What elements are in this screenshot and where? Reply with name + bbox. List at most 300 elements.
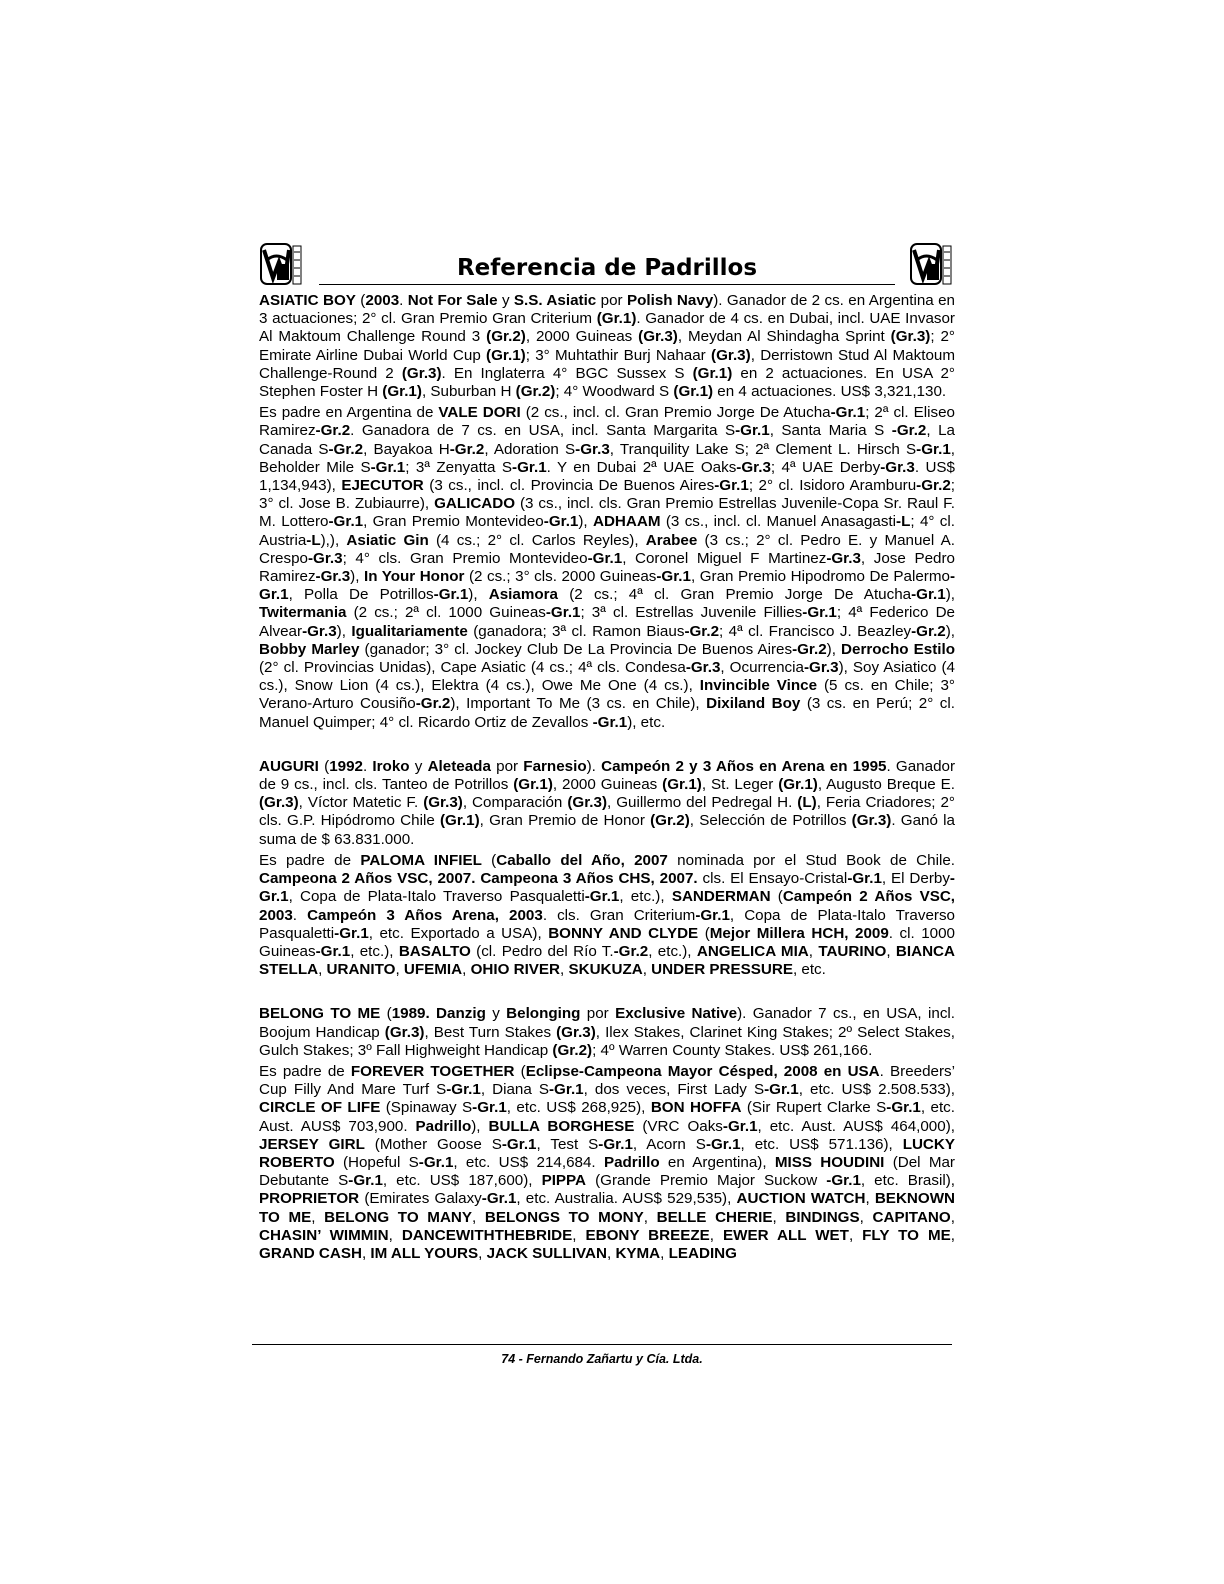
text-run: ),	[578, 513, 593, 531]
bold-text-run: Derrocho Estilo	[841, 640, 955, 658]
bold-text-run: (Gr.1)	[382, 383, 422, 401]
bold-text-run: BELLE CHERIE	[656, 1208, 773, 1226]
text-run: (Grande Premio Major Suckow	[586, 1172, 827, 1190]
bold-text-run: ASIATIC BOY	[259, 292, 356, 309]
bold-text-run: ANGELICA MIA	[696, 942, 809, 960]
text-run: ,	[560, 961, 569, 979]
bold-text-run: (Gr.3)	[556, 1023, 596, 1041]
text-run: , Jose Pedro Ramirez	[259, 549, 955, 586]
stallion-references	[259, 292, 955, 1263]
text-run: , Selección de Potrillos	[689, 812, 852, 830]
bold-text-run: -Gr.2	[613, 942, 649, 960]
bold-text-run: -Gr.2	[916, 477, 951, 495]
bold-text-run: -Gr.1	[584, 888, 620, 906]
bold-text-run: -Gr.1	[334, 924, 369, 942]
text-run: ; 3° cl. Jose B. Zubiaurre),	[259, 477, 956, 513]
text-run: ,	[808, 942, 819, 960]
text-run: , etc. US$ 187,600),	[382, 1172, 542, 1190]
text-run: , etc.),	[619, 888, 672, 906]
text-run: ; 4ª cl. Francisco J. Beazley	[719, 622, 912, 640]
text-run: . Ganador de 9 cs., incl. cls. Tanteo de Potrillos	[259, 757, 956, 794]
bold-text-run: Bobby Marley	[259, 640, 360, 658]
text-run: , etc.),	[350, 942, 399, 960]
bold-text-run: TAURINO	[818, 942, 887, 960]
text-run: . cl. 1000 Guineas	[259, 924, 955, 960]
bold-text-run: Campeón 2 Años VSC, 2003	[259, 888, 956, 924]
text-run: , La Canada S	[259, 422, 955, 458]
bold-text-run: GRAND CASH	[259, 1244, 362, 1262]
bold-text-run: SANDERMAN	[671, 888, 771, 906]
text-run: , etc. US$ 214,684.	[453, 1153, 604, 1171]
bold-text-run: (Gr.3)	[423, 794, 463, 812]
bold-text-run: -Gr.1	[259, 870, 955, 906]
text-run: y	[485, 1005, 507, 1023]
bold-text-run: -Gr.3	[803, 659, 839, 677]
bold-text-run: -Gr.1	[446, 1081, 481, 1099]
text-run: ; 4° Woodward S	[555, 383, 674, 401]
bold-text-run: -Gr.1	[764, 1081, 799, 1099]
bold-text-run: -L	[896, 513, 911, 531]
bold-text-run: Campeón 3 Años Arena, 2003	[307, 906, 543, 924]
text-run: , etc.),	[648, 942, 697, 960]
bold-text-run: Not For Sale	[407, 292, 498, 309]
bold-text-run: -Gr.3	[575, 440, 610, 458]
bold-text-run: BELONGS TO MONY	[484, 1208, 644, 1226]
bold-text-run: (Gr.2)	[486, 328, 526, 346]
bold-text-run: (Gr.1)	[662, 776, 702, 794]
text-run: ),	[471, 1117, 489, 1135]
text-run: (Spinaway S	[380, 1099, 473, 1117]
bold-text-run: GALICADO	[434, 495, 516, 513]
text-run: , Ocurrencia	[720, 659, 804, 677]
text-run: (2 cs., incl. cl. Gran Premio Jorge De Atucha	[520, 404, 831, 422]
text-run: ), etc.	[627, 713, 666, 731]
bold-text-run: -Gr.3	[315, 568, 351, 586]
bold-text-run: (Gr.3)	[384, 1023, 425, 1041]
text-run: , Acorn S	[632, 1135, 706, 1153]
bold-text-run: Igualitariamente	[351, 622, 468, 640]
bold-text-run: -Gr.1	[714, 477, 749, 495]
text-run: (cl. Pedro del Río T.	[470, 942, 614, 960]
text-run: ; 4° cl. Austria	[259, 513, 955, 549]
bold-text-run: (Gr.3)	[638, 328, 678, 346]
bold-text-run: Farnesio	[523, 757, 587, 775]
bold-text-run: -Gr.1	[501, 1135, 537, 1153]
bold-text-run: Asiamora	[488, 586, 558, 604]
text-run: (ganador; 3° cl. Jockey Club De La Provincia De Buenos Aires	[359, 640, 793, 658]
bold-text-run: S.S. Asiatic	[513, 292, 597, 309]
bold-text-run: BULLA BORGHESE	[488, 1117, 635, 1135]
text-run: ,	[950, 1226, 955, 1244]
text-run: ,	[950, 1208, 955, 1226]
bold-text-run: -Gr.1	[370, 458, 406, 476]
text-run: (3 cs., incl. cl. Manuel Anasagasti	[660, 513, 897, 531]
text-run: ,	[606, 1244, 616, 1262]
progeny-paragraph	[259, 1063, 955, 1263]
bold-text-run: -Gr.1	[705, 1135, 741, 1153]
text-run: Es padre de	[259, 1062, 351, 1080]
bold-text-run: Mejor Millera HCH, 2009	[709, 924, 889, 942]
bold-text-run: (Gr.3)	[567, 794, 608, 812]
text-run: (4 cs.; 2° cl. Carlos Reyles),	[428, 531, 646, 549]
text-run: (	[770, 888, 783, 906]
bold-text-run: (Gr.3)	[851, 812, 892, 830]
text-run: , Suburban H	[421, 383, 516, 401]
bold-text-run: -Gr.1	[512, 458, 547, 476]
bold-text-run: BON HOFFA	[650, 1099, 742, 1117]
text-run: . Breeders’ Cup Filly And Mare Turf S	[259, 1062, 956, 1099]
bold-text-run: (Gr.1)	[596, 310, 637, 328]
text-run: ; 2° Emirate Airline Dubai World Cup	[259, 328, 956, 364]
bold-text-run: Caballo del Año, 2007	[496, 851, 668, 869]
bold-text-run: Asiatic Gin	[346, 531, 429, 549]
text-run: , Feria Criadores; 2° cls. G.P. Hipódromo Chile	[259, 794, 955, 830]
page-title: Referencia de Padrillos	[319, 254, 895, 285]
text-run: , Santa Maria S	[769, 422, 892, 440]
text-run: , dos veces, First Lady S	[583, 1081, 765, 1099]
text-run: ; 3ª Zenyatta S	[405, 458, 513, 476]
text-run: , Gran Premio de Honor	[479, 812, 651, 830]
text-run: ,	[859, 1208, 873, 1226]
bold-text-run: -Gr.1	[916, 440, 951, 458]
page	[259, 242, 955, 1266]
text-run: (ganadora; 3ª cl. Ramon Biaus	[467, 622, 685, 640]
text-run: , Tranquility Lake S; 2ª Clement L. Hirsch S	[609, 440, 917, 458]
text-run: , Meydan Al Shindagha Sprint	[677, 328, 891, 346]
text-run: ,	[642, 961, 652, 979]
stallion-entry	[259, 292, 955, 732]
text-run: (2 cs.; 3° cls. 2000 Guineas	[464, 568, 657, 586]
text-run: (Sir Rupert Clarke S	[741, 1099, 887, 1117]
bold-text-run: -Gr.1	[549, 1081, 584, 1099]
stallion-record-paragraph	[259, 292, 955, 401]
bold-text-run: -Gr.2	[891, 422, 927, 440]
bold-text-run: KYMA	[615, 1244, 661, 1262]
text-run: . Y en Dubai 2ª UAE Oaks	[546, 458, 737, 476]
text-run: ; 4ª Federico De Alvear	[259, 604, 955, 640]
bold-text-run: (Gr.3)	[401, 364, 442, 382]
stallion-record-paragraph	[259, 758, 955, 849]
text-run: , Gran Premio Hipodromo De Palermo	[690, 568, 950, 586]
text-run: en 4 actuaciones. US$ 3,321,130.	[713, 383, 947, 401]
text-run: ,	[709, 1226, 723, 1244]
text-run: (	[514, 1062, 526, 1080]
page-footer: 74 - Fernando Zañartu y Cía. Ltda.	[252, 1344, 952, 1366]
text-run: ), Important To Me (3 cs. en Chile),	[450, 695, 707, 713]
bold-text-run: EBONY BREEZE	[585, 1226, 710, 1244]
text-run: ),	[945, 622, 956, 640]
bold-text-run: Aleteada	[427, 757, 491, 775]
text-run: ),	[826, 640, 842, 658]
bold-text-run: IM ALL YOURS	[370, 1244, 479, 1262]
progeny-paragraph	[259, 404, 955, 732]
text-run: ,	[886, 942, 896, 960]
bold-text-run: (Gr.3)	[259, 794, 299, 812]
text-run: ; 2° cl. Isidoro Aramburu	[748, 477, 917, 495]
bold-text-run: -Gr.1	[592, 713, 628, 731]
text-run: ),	[350, 568, 364, 586]
text-run: ; 2ª cl. Eliseo Ramirez	[259, 404, 955, 440]
bold-text-run: (L)	[797, 794, 817, 812]
text-run: , Ilex Stakes, Clarinet King Stakes; 2º Select Stakes, Gulch Stakes; 3º Fall Highweight Handicap	[259, 1023, 955, 1059]
bold-text-run: (Gr.2)	[552, 1041, 593, 1059]
bold-text-run: (Gr.1)	[778, 776, 818, 794]
bold-text-run: (Gr.1)	[439, 812, 480, 830]
bold-text-run: -Gr.1	[911, 586, 946, 604]
text-run: , 2000 Guineas	[552, 776, 663, 794]
text-run: ). Ganador 7 cs., en USA, incl. Boojum Handicap	[259, 1005, 956, 1041]
bold-text-run: Padrillo	[415, 1117, 472, 1135]
bold-text-run: CIRCLE OF LIFE	[259, 1099, 381, 1117]
text-run: ; 3° Muhtathir Burj Nahaar	[525, 346, 712, 364]
text-run: , El Derby	[881, 870, 950, 888]
bold-text-run: CHASIN’ WIMMIN	[259, 1226, 389, 1244]
text-run: por	[490, 757, 524, 775]
text-run: y	[409, 757, 428, 775]
text-run: , Guillermo del Pedregal H.	[607, 794, 798, 812]
bold-text-run: (Gr.1)	[692, 364, 733, 382]
bold-text-run: DANCEWITHTHEBRIDE	[401, 1226, 573, 1244]
bold-text-run: -Gr.1	[830, 404, 866, 422]
bold-text-run: 1992	[329, 757, 363, 775]
bold-text-run: -Gr.2	[415, 695, 451, 713]
text-run: .	[292, 906, 308, 924]
text-run: (2° cl. Provincias Unidas), Cape Asiatic (4 cs.; 4ª cls. Condesa	[259, 659, 686, 677]
bold-text-run: -Gr.1	[433, 586, 469, 604]
stallion-entry	[259, 1005, 955, 1263]
bold-text-run: -Gr.1	[587, 549, 623, 567]
text-run: (	[698, 924, 710, 942]
text-run: , etc. Aust. AUS$ 464,000),	[757, 1117, 955, 1135]
text-run: , etc. US$ 2.508.533),	[798, 1081, 955, 1099]
bold-text-run: AUCTION WATCH	[736, 1190, 866, 1208]
bold-text-run: -Gr.1	[847, 870, 882, 888]
bold-text-run: BELONG TO ME	[259, 1005, 381, 1023]
text-run: ,	[318, 961, 327, 979]
bold-text-run: -Gr.1	[543, 513, 579, 531]
text-run: . Ganadora de 7 cs. en USA, incl. Santa Margarita S	[350, 422, 736, 440]
text-run: , Copa de Plata-Italo Traverso Pasqualetti	[259, 906, 955, 942]
text-run: , Copa de Plata-Italo Traverso Pasqualetti	[288, 888, 585, 906]
bold-text-run: -Gr.2	[449, 440, 485, 458]
bold-text-run: CAPITANO	[872, 1208, 951, 1226]
bold-text-run: -Gr.1	[826, 1172, 861, 1190]
bold-text-run: 1989. Danzig	[391, 1005, 486, 1023]
text-run: ; 4° cls. Gran Premio Montevideo	[342, 549, 588, 567]
text-run: cls. El Ensayo-Cristal	[697, 870, 848, 888]
text-run: (3 cs., incl. cl. Provincia De Buenos Aires	[423, 477, 715, 495]
text-run: ,	[395, 961, 404, 979]
bold-text-run: In Your Honor	[363, 568, 465, 586]
bold-text-run: -Gr.1	[802, 604, 837, 622]
text-run: , St. Leger	[701, 776, 779, 794]
bold-text-run: -Gr.2	[684, 622, 720, 640]
text-run: en 2 actuaciones. En USA 2° Stephen Foster H	[259, 364, 956, 401]
bold-text-run: -Gr.2	[328, 440, 364, 458]
text-run: Es padre en Argentina de	[259, 404, 439, 422]
text-run: ), Soy Asiatico (4 cs.), Snow Lion (4 cs.), Elektra (4 cs.), Owe Me One (4 cs.),	[259, 659, 956, 695]
text-run: ; 3ª cl. Estrellas Juvenile Fillies	[580, 604, 803, 622]
bold-text-run: Exclusive Native	[615, 1005, 738, 1023]
bold-text-run: ADHAAM	[593, 513, 661, 531]
bold-text-run: FLY TO ME	[862, 1226, 951, 1244]
bold-text-run: BONNY AND CLYDE	[548, 924, 699, 942]
stallion-record-paragraph	[259, 1005, 955, 1060]
bold-text-run: (Gr.2)	[650, 812, 690, 830]
text-run: , Víctor Matetic F.	[298, 794, 424, 812]
bold-text-run: Dixiland Boy	[706, 695, 801, 713]
bold-text-run: -Gr.1	[598, 1135, 633, 1153]
text-run: ,	[388, 1226, 402, 1244]
text-run: , etc. Australia. AUS$ 529,535),	[516, 1190, 737, 1208]
text-run: , Augusto Breque E.	[817, 776, 956, 794]
text-run: ; 4ª UAE Derby	[770, 458, 881, 476]
text-run: ,	[660, 1244, 669, 1262]
progeny-paragraph	[259, 852, 955, 979]
text-run: . Ganó la suma de $ 63.831.000.	[259, 812, 955, 848]
text-run: (	[355, 292, 366, 309]
text-run: ).	[586, 757, 602, 775]
bold-text-run: BASALTO	[398, 942, 471, 960]
bold-text-run: Padrillo	[603, 1153, 660, 1171]
text-run: (	[380, 1005, 392, 1023]
monogram-logo-icon	[909, 242, 955, 288]
bold-text-run: EJECUTOR	[341, 477, 424, 495]
bold-text-run: Eclipse-Campeona Mayor Césped, 2008 en USA	[525, 1062, 880, 1080]
bold-text-run: -Gr.3	[826, 549, 861, 567]
text-run: , Best Turn Stakes	[424, 1023, 557, 1041]
bold-text-run: BELONG TO MANY	[324, 1208, 473, 1226]
bold-text-run: -Gr.1	[656, 568, 691, 586]
bold-text-run: LUCKY ROBERTO	[259, 1135, 955, 1171]
text-run: .	[362, 757, 373, 775]
stallion-entry	[259, 758, 955, 979]
text-run: ,	[472, 1208, 485, 1226]
text-run: . cls. Gran Criterium	[542, 906, 696, 924]
text-run: ,	[772, 1208, 786, 1226]
bold-text-run: (Gr.2)	[515, 383, 556, 401]
text-run: , etc. Brasil),	[860, 1172, 955, 1190]
bold-text-run: UNDER PRESSURE	[651, 961, 793, 979]
text-run: ,	[478, 1244, 487, 1262]
text-run: , Beholder Mile S	[259, 440, 955, 476]
bold-text-run: (Gr.3)	[890, 328, 931, 346]
text-run: por	[580, 1005, 616, 1023]
text-run: (Mother Goose S	[364, 1135, 502, 1153]
text-run: (2 cs.; 2ª cl. 1000 Guineas	[346, 604, 546, 622]
text-run: ,	[643, 1208, 657, 1226]
bold-text-run: -Gr.1	[735, 422, 770, 440]
bold-text-run: -Gr.1	[259, 568, 955, 604]
bold-text-run: -Gr.1	[695, 906, 730, 924]
text-run: , etc.	[792, 961, 826, 979]
bold-text-run: -Gr.1	[315, 942, 351, 960]
text-run: , Gran Premio Montevideo	[363, 513, 544, 531]
bold-text-run: -Gr.1	[472, 1099, 507, 1117]
bold-text-run: Polish Navy	[626, 292, 714, 309]
bold-text-run: -Gr.3	[736, 458, 771, 476]
bold-text-run: BEKNOWN TO ME	[259, 1190, 955, 1226]
text-run: . En Inglaterra 4° BGC Sussex S	[441, 364, 693, 382]
text-run: , etc. Aust. AUS$ 703,900.	[259, 1099, 955, 1135]
bold-text-run: Invincible Vince	[699, 677, 818, 695]
bold-text-run: Iroko	[372, 757, 410, 775]
bold-text-run: -Gr.1	[348, 1172, 383, 1190]
bold-text-run: Belonging	[506, 1005, 581, 1023]
text-run: .	[399, 292, 408, 309]
text-run: , Adoration S	[484, 440, 576, 458]
text-run: , Comparación	[462, 794, 568, 812]
text-run: , Polla De Potrillos	[288, 586, 434, 604]
text-run: (VRC Oaks	[634, 1117, 723, 1135]
text-run: nominada por el Stud Book de Chile.	[667, 851, 956, 869]
text-run: y	[497, 292, 514, 309]
text-run: (3 cs.; 2° cl. Pedro E. y Manuel A. Crespo	[259, 531, 955, 567]
text-run: en Argentina),	[659, 1153, 775, 1171]
bold-text-run: -Gr.1	[328, 513, 364, 531]
text-run: , Bayakoa H	[363, 440, 450, 458]
bold-text-run: -Gr.1	[418, 1153, 454, 1171]
text-run: ,	[462, 961, 471, 979]
text-run: ,	[361, 1244, 371, 1262]
text-run: ). Ganador de 2 cs. en Argentina en 3 actuaciones; 2° cl. Gran Premio Gran Criterium	[259, 292, 955, 328]
text-run: por	[596, 292, 627, 309]
bold-text-run: (Gr.1)	[673, 383, 714, 401]
bold-text-run: PIPPA	[541, 1172, 587, 1190]
text-run: ,	[865, 1190, 875, 1208]
text-run: ),	[945, 586, 955, 604]
text-run: (Del Mar Debutante S	[259, 1153, 955, 1190]
bold-text-run: 2003	[365, 292, 400, 309]
text-run: (3 cs., incl. cls. Gran Premio Estrellas Juvenile-Copa Sr. Raul F. M. Lottero	[259, 495, 955, 531]
bold-text-run: EWER ALL WET	[723, 1226, 849, 1244]
bold-text-run: Campeona 2 Años VSC, 2007. Campeona 3 Años CHS, 2007.	[259, 870, 698, 888]
bold-text-run: JERSEY GIRL	[259, 1135, 365, 1153]
text-run: . Ganador de 4 cs. en Dubai, incl. UAE Invasor Al Maktoum Challenge Round 3	[259, 310, 955, 346]
bold-text-run: -Gr.2	[911, 622, 946, 640]
bold-text-run: BIANCA STELLA	[259, 942, 955, 979]
bold-text-run: (Gr.1)	[513, 776, 553, 794]
text-run: (	[318, 757, 330, 775]
bold-text-run: (Gr.3)	[711, 346, 751, 364]
bold-text-run: PALOMA INFIEL	[360, 851, 482, 869]
bold-text-run: -Gr.3	[307, 549, 343, 567]
bold-text-run: OHIO RIVER	[470, 961, 561, 979]
bold-text-run: BINDINGS	[785, 1208, 860, 1226]
page-header	[259, 242, 955, 292]
text-run: , Diana S	[480, 1081, 549, 1099]
text-run: (	[481, 851, 497, 869]
bold-text-run: JACK SULLIVAN	[486, 1244, 607, 1262]
bold-text-run: -Gr.1	[481, 1190, 517, 1208]
text-run: ),	[468, 586, 489, 604]
bold-text-run: UFEMIA	[403, 961, 463, 979]
bold-text-run: URANITO	[326, 961, 396, 979]
text-run: ,	[572, 1226, 586, 1244]
bold-text-run: Twitermania	[259, 604, 347, 622]
bold-text-run: -Gr.3	[302, 622, 337, 640]
bold-text-run: -Gr.1	[722, 1117, 758, 1135]
text-run: , etc. US$ 571.136),	[740, 1135, 903, 1153]
bold-text-run: -Gr.2	[792, 640, 827, 658]
text-run: . US$ 1,134,943),	[259, 458, 955, 495]
bold-text-run: -Gr.1	[886, 1099, 921, 1117]
bold-text-run: Arabee	[645, 531, 698, 549]
text-run: , etc. Exportado a USA),	[368, 924, 549, 942]
bold-text-run: -Gr.1	[545, 604, 581, 622]
bold-text-run: -Gr.2	[315, 422, 351, 440]
text-run: ),	[336, 622, 352, 640]
